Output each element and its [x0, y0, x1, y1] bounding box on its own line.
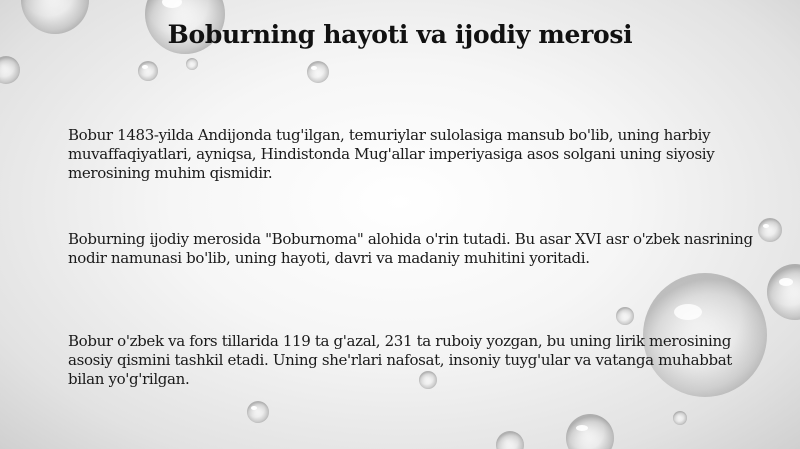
slide-title: Boburning hayoti va ijodiy merosi: [167, 20, 633, 49]
paragraph-boburnoma: Boburning ijodiy merosida "Boburnoma" alohida o'rin tutadi. Bu asar XVI asr o'zbek nasrining nodir namunasi bo'lib, uning hayoti, davri va madaniy muhitini yoritadi.: [68, 230, 753, 267]
water-drop: [307, 61, 329, 83]
water-drop: [673, 411, 687, 425]
water-drop: [496, 431, 524, 449]
water-drop: [247, 401, 269, 423]
water-drop: [138, 61, 158, 81]
water-drop: [616, 307, 634, 325]
water-drop: [0, 56, 20, 84]
water-drop: [566, 414, 614, 449]
paragraph-lyrical-legacy: Bobur o'zbek va fors tillarida 119 ta g'azal, 231 ta ruboiy yozgan, bu uning lirik merosining asosiy qismini tashkil etadi. Uning she'rlari nafosat, insoniy tuyg'ular va vatanga muhabbat bilan yo'g'rilgan.: [68, 332, 732, 388]
paragraph-political-legacy: Bobur 1483-yilda Andijonda tug'ilgan, temuriylar sulolasiga mansub bo'lib, uning harbiy muvaffaqiyatlari, ayniqsa, Hindistonda Mug'allar imperiyasiga asos solgani uning siyosiy merosining muhim qismidir.: [68, 126, 715, 182]
water-drop: [186, 58, 198, 70]
water-drop: [767, 264, 800, 320]
